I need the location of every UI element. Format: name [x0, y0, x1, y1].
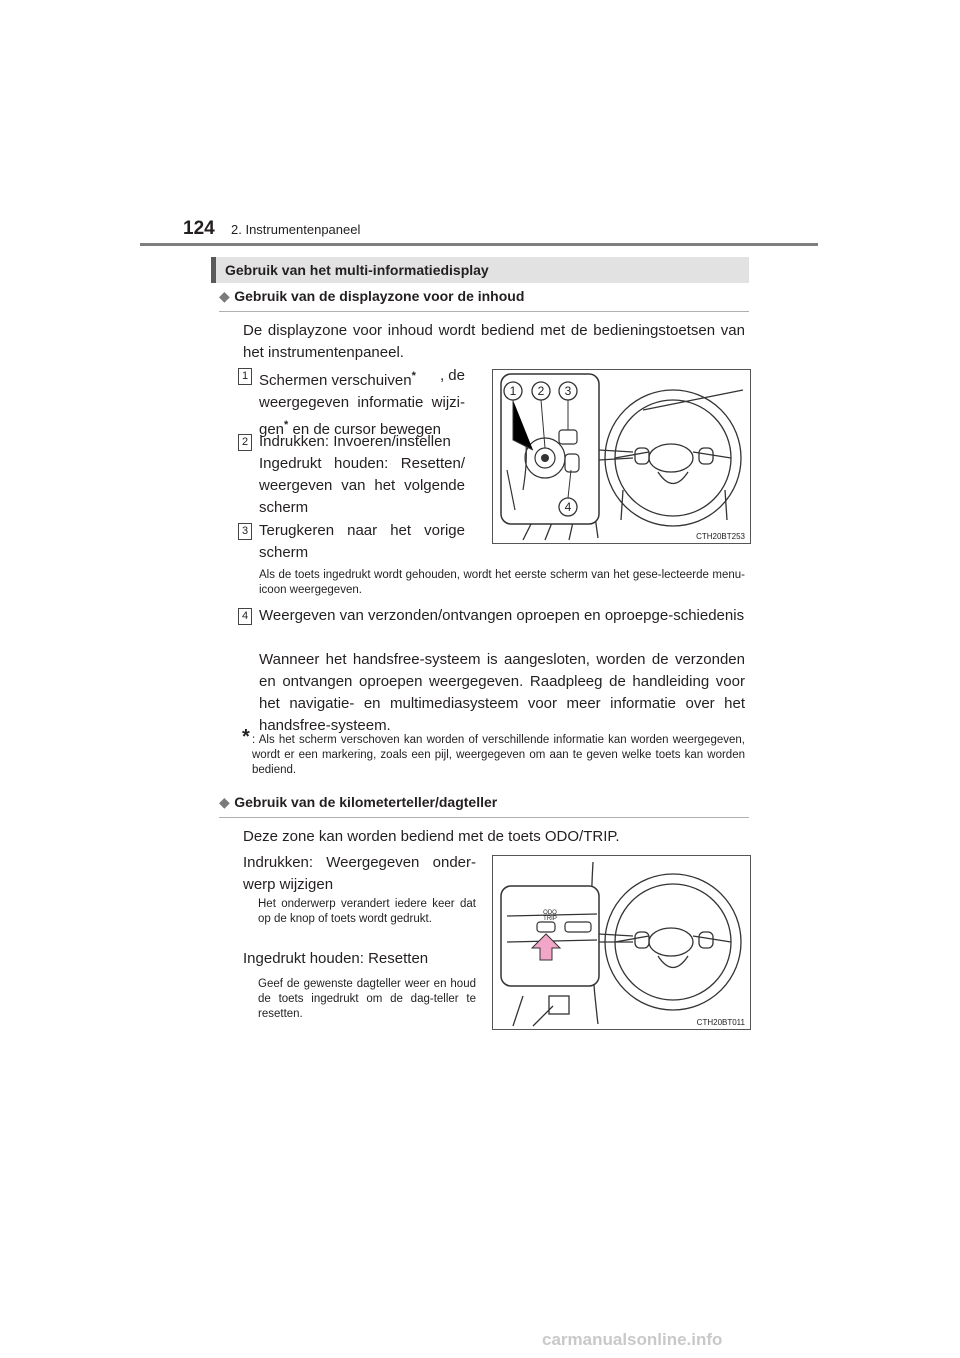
steering-wheel-illustration: [493, 370, 750, 543]
item-4-text: Wanneer het handsfree-systeem is aangesloten, worden de verzonden en ontvangen oproepen weergegeven. Raadpleeg de handleiding voor het navigatie- en multimediasysteem voor meer informatie over het handsfree-systeem.: [259, 651, 745, 734]
footnote-text: : Als het scherm verschoven kan worden of verschillende informatie kan worden weergegeven, wordt er een markering, zoals een pijl, weergegeven om aan te geven welke toets kan worden bediend.: [252, 734, 745, 776]
callout-2: 2: [537, 384, 545, 398]
section-title: Gebruik van het multi-informatiedisplay: [225, 262, 489, 278]
callout-3: 3: [564, 384, 572, 398]
hold-label: Ingedrukt houden: Resetten: [243, 950, 429, 967]
watermark: carmanualsonline.info: [542, 1330, 723, 1349]
odo-trip-illustration: [493, 856, 750, 1029]
press-label: Indrukken: Weergegeven onder-werp wijzigen: [243, 854, 476, 893]
press-note: Het onderwerp verandert iedere keer dat op de knop of toets wordt gedrukt.: [258, 898, 476, 925]
chapter-title: 2. Instrumentenpaneel: [231, 222, 361, 237]
item-4-title: Weergeven van verzonden/ontvangen oproepen en oproepge-schiedenis: [259, 607, 745, 624]
callout-1: 1: [509, 384, 517, 398]
odo-label: ODO: [543, 910, 557, 916]
item-number-3: 3: [238, 523, 252, 540]
footnote-asterisk: *: [242, 726, 250, 748]
section-header: [211, 257, 749, 283]
item-number-4: 4: [238, 608, 252, 625]
press-hold-note: Als de toets ingedrukt wordt gehouden, wordt het eerste scherm van het gese-lecteerde menu-icoon weergegeven.: [259, 569, 745, 596]
subsection-odo-zone: [219, 794, 497, 812]
subsection-title: Gebruik van de displayzone voor de inhoud: [234, 288, 525, 304]
subsection-divider: [219, 311, 749, 312]
steering-wheel-controls-figure: [492, 369, 751, 544]
item-2-text: Indrukken: Invoeren/instellen Ingedrukt houden: Resetten/ weergeven van het volgende scherm: [259, 433, 465, 516]
figure-code: CTH20BT011: [696, 1018, 745, 1027]
header-divider: [140, 243, 818, 246]
item-number-2: 2: [238, 434, 252, 451]
odo-trip-figure: [492, 855, 751, 1030]
figure-code: CTH20BT253: [696, 532, 745, 541]
item-3-text: Terugkeren naar het vorige scherm: [259, 522, 465, 561]
diamond-icon: ◆: [219, 794, 230, 810]
callout-4: 4: [564, 500, 572, 514]
subsection-content-zone: [219, 288, 524, 306]
item-number-1: 1: [238, 368, 252, 385]
section-header-bar: [211, 257, 216, 283]
odo-intro: Deze zone kan worden bediend met de toets ODO/TRIP.: [243, 828, 620, 845]
diamond-icon: ◆: [219, 288, 230, 304]
intro-paragraph: De displayzone voor inhoud wordt bediend met de bedieningstoetsen van het instrumentenpaneel.: [243, 322, 745, 361]
subsection-title: Gebruik van de kilometerteller/dagteller: [234, 794, 498, 810]
hold-note: Geef de gewenste dagteller weer en houd de toets ingedrukt om de dag-teller te resetten.: [258, 978, 476, 1020]
trip-label: TRIP: [543, 916, 557, 922]
subsection-divider: [219, 817, 749, 818]
page-number: 124: [183, 218, 215, 239]
item-1-text: Schermen verschuiven* , de weergegeven informatie wijzi- gen* en de cursor bewegen: [259, 367, 465, 438]
